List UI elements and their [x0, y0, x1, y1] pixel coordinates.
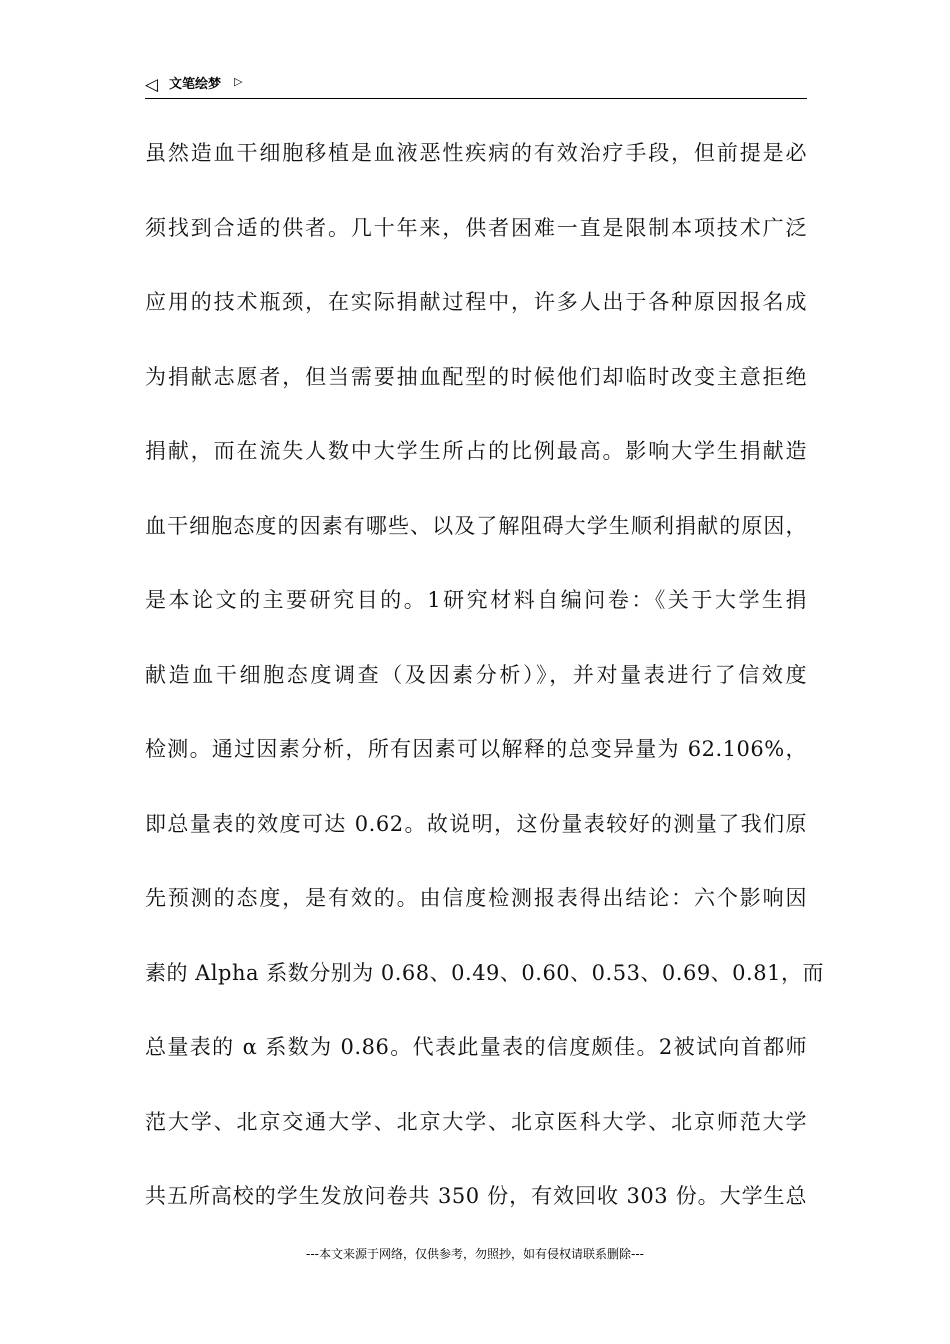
right-triangle-icon: ▷	[234, 75, 243, 88]
text-line: 检测。通过因素分析，所有因素可以解释的总变异量为 62.106%，	[145, 737, 807, 761]
text-line: 先预测的态度，是有效的。由信度检测报表得出结论：六个影响因	[145, 886, 807, 910]
text-line: 素的 Alpha 系数分别为 0.68、0.49、0.60、0.53、0.69、0.81，而	[145, 960, 824, 985]
document-body	[145, 133, 824, 1251]
text-line: 共五所高校的学生发放问卷共 350 份，有效回收 303 份。大学生总	[145, 1184, 807, 1208]
text-line: 须找到合适的供者。几十年来，供者困难一直是限制本项技术广泛	[145, 215, 807, 240]
header-title: 文笔绘梦	[169, 77, 222, 92]
text-line: 虽然造血干细胞移植是血液恶性疾病的有效治疗手段，但前提是必	[145, 141, 807, 165]
text-line: 是本论文的主要研究目的。1研究材料自编问卷：《关于大学生捐	[145, 588, 807, 612]
text-line: 即总量表的效度可达 0.62。故说明，这份量表较好的测量了我们原	[145, 811, 807, 836]
text-line: 应用的技术瓶颈，在实际捐献过程中，许多人出于各种原因报名成	[145, 290, 807, 314]
text-line: 范大学、北京交通大学、北京大学、北京医科大学、北京师范大学	[145, 1109, 807, 1134]
text-line: 血干细胞态度的因素有哪些、以及了解阻碍大学生顺利捐献的原因，	[145, 513, 807, 538]
text-line: 捐献，而在流失人数中大学生所占的比例最高。影响大学生捐献造	[145, 439, 807, 463]
footer-notice: ---本文来源于网络，仅供参考，勿照抄，如有侵权请联系删除---	[306, 1247, 644, 1261]
text-line: 为捐献志愿者，但当需要抽血配型的时候他们却临时改变主意拒绝	[145, 364, 807, 389]
text-line: 总量表的 α 系数为 0.86。代表此量表的信度颇佳。2被试向首都师	[145, 1035, 807, 1059]
page-header	[145, 74, 807, 99]
left-triangle-icon: ◁	[145, 75, 159, 95]
text-line: 献造血干细胞态度调查（及因素分析）》，并对量表进行了信效度	[145, 662, 807, 687]
